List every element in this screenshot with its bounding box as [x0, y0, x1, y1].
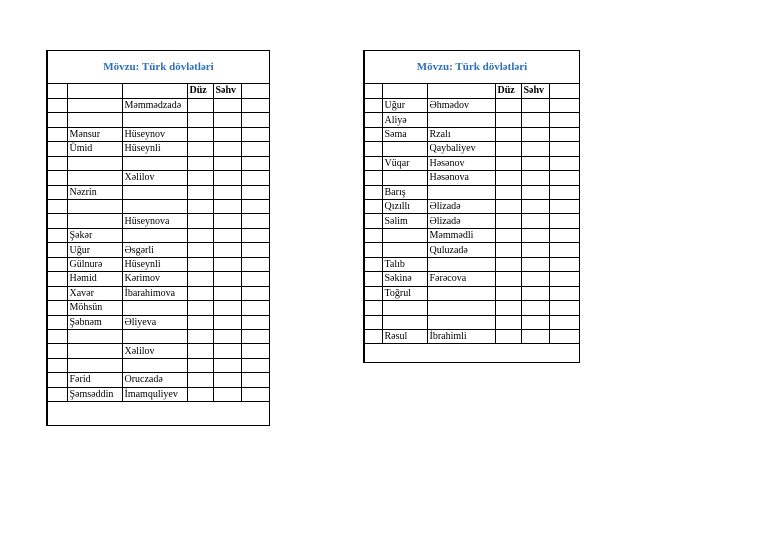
table-row: [48, 127, 269, 141]
last-name-cell: Məmmədzadə: [122, 98, 187, 112]
table-row: [365, 127, 579, 141]
first-name-cell: Toğrul: [382, 286, 427, 300]
last-name-cell: Əlizadə: [427, 200, 495, 214]
wrong-cell: [521, 127, 549, 141]
wrong-cell: [213, 373, 241, 387]
correct-cell: [187, 387, 213, 401]
last-name-cell: Qaybaliyev: [427, 142, 495, 156]
first-name-cell: Səkinə: [382, 272, 427, 286]
table-row: [365, 301, 579, 315]
extra-cell: [549, 228, 579, 242]
row-marker-cell: [48, 329, 67, 343]
last-name-cell: [427, 315, 495, 329]
wrong-cell: [213, 171, 241, 185]
wrong-cell: [521, 142, 549, 156]
first-name-cell: Uğur: [382, 98, 427, 112]
table-row: [48, 156, 269, 170]
first-name-cell: [382, 301, 427, 315]
row-marker-cell: [48, 171, 67, 185]
first-name-cell: [67, 358, 122, 372]
table-row: [365, 272, 579, 286]
row-marker-cell: [365, 272, 382, 286]
correct-cell: [495, 214, 521, 228]
extra-cell: [241, 373, 269, 387]
correct-cell: [187, 344, 213, 358]
last-name-cell: İmamquliyev: [122, 387, 187, 401]
extra-cell: [241, 358, 269, 372]
wrong-cell: [521, 200, 549, 214]
row-marker-cell: [48, 358, 67, 372]
extra-cell: [549, 171, 579, 185]
table-row: [48, 286, 269, 300]
table-row: [48, 243, 269, 257]
correct-cell: [495, 329, 521, 343]
row-marker-cell: [48, 214, 67, 228]
first-name-cell: Vüqar: [382, 156, 427, 170]
extra-cell: [241, 200, 269, 214]
wrong-cell: [521, 185, 549, 199]
last-name-cell: Məmmədli: [427, 228, 495, 242]
extra-cell: [241, 98, 269, 112]
extra-cell: [241, 387, 269, 401]
extra-cell: [241, 272, 269, 286]
table-row: [48, 344, 269, 358]
grade-table: [365, 84, 579, 344]
first-name-cell: Fərid: [67, 373, 122, 387]
correct-cell: [187, 142, 213, 156]
row-marker-cell: [48, 315, 67, 329]
row-marker-cell: [365, 257, 382, 271]
correct-cell: [187, 373, 213, 387]
extra-cell: [241, 142, 269, 156]
header-wrong: Səhv: [213, 84, 241, 98]
table-row: [365, 329, 579, 343]
first-name-cell: Şəkər: [67, 228, 122, 242]
correct-cell: [495, 171, 521, 185]
wrong-cell: [213, 257, 241, 271]
correct-cell: [187, 257, 213, 271]
last-name-cell: [427, 286, 495, 300]
correct-cell: [187, 127, 213, 141]
extra-cell: [241, 243, 269, 257]
correct-cell: [495, 185, 521, 199]
first-name-cell: Aliyə: [382, 113, 427, 127]
table-row: [48, 113, 269, 127]
wrong-cell: [213, 142, 241, 156]
last-name-cell: Hüseynova: [122, 214, 187, 228]
table-row: [48, 272, 269, 286]
wrong-cell: [213, 387, 241, 401]
row-marker-cell: [48, 185, 67, 199]
correct-cell: [187, 286, 213, 300]
wrong-cell: [213, 358, 241, 372]
wrong-cell: [521, 301, 549, 315]
wrong-cell: [213, 185, 241, 199]
row-marker-cell: [365, 98, 382, 112]
extra-cell: [549, 315, 579, 329]
row-marker-cell: [365, 200, 382, 214]
last-name-cell: [122, 156, 187, 170]
row-marker-cell: [48, 257, 67, 271]
extra-cell: [549, 200, 579, 214]
table-row: [365, 98, 579, 112]
last-name-cell: Xəlilov: [122, 344, 187, 358]
extra-cell: [549, 243, 579, 257]
wrong-cell: [213, 98, 241, 112]
wrong-cell: [521, 329, 549, 343]
last-name-cell: Fərəcova: [427, 272, 495, 286]
correct-cell: [495, 257, 521, 271]
table-row: [48, 329, 269, 343]
row-marker-cell: [365, 127, 382, 141]
first-name-cell: Səlim: [382, 214, 427, 228]
first-name-cell: Xavər: [67, 286, 122, 300]
right-attendance-sheet: [363, 50, 580, 363]
last-name-cell: [122, 185, 187, 199]
table-row: [365, 171, 579, 185]
table-row: [48, 200, 269, 214]
wrong-cell: [213, 228, 241, 242]
wrong-cell: [213, 329, 241, 343]
wrong-cell: [213, 286, 241, 300]
correct-cell: [495, 98, 521, 112]
first-name-cell: Şəbnəm: [67, 315, 122, 329]
left-attendance-sheet: [46, 50, 270, 426]
correct-cell: [187, 214, 213, 228]
extra-cell: [241, 171, 269, 185]
wrong-cell: [213, 344, 241, 358]
wrong-cell: [521, 286, 549, 300]
last-name-cell: Hüseynli: [122, 257, 187, 271]
row-marker-cell: [48, 200, 67, 214]
row-marker-cell: [365, 214, 382, 228]
correct-cell: [187, 113, 213, 127]
row-marker-cell: [365, 315, 382, 329]
correct-cell: [187, 156, 213, 170]
wrong-cell: [213, 156, 241, 170]
extra-cell: [549, 301, 579, 315]
wrong-cell: [213, 301, 241, 315]
first-name-cell: [67, 214, 122, 228]
extra-cell: [549, 185, 579, 199]
first-name-cell: Barış: [382, 185, 427, 199]
table-row: [48, 171, 269, 185]
row-marker-cell: [365, 301, 382, 315]
last-name-cell: Xəlilov: [122, 171, 187, 185]
table-row: [48, 301, 269, 315]
sheet-title: Mövzu: Türk dövlətləri: [48, 51, 269, 84]
extra-cell: [241, 156, 269, 170]
table-row: [365, 185, 579, 199]
wrong-cell: [213, 127, 241, 141]
correct-cell: [187, 228, 213, 242]
wrong-cell: [213, 315, 241, 329]
last-name-cell: [122, 113, 187, 127]
wrong-cell: [521, 98, 549, 112]
last-name-cell: [122, 228, 187, 242]
row-marker-cell: [48, 142, 67, 156]
first-name-cell: [382, 228, 427, 242]
wrong-cell: [521, 156, 549, 170]
wrong-cell: [521, 272, 549, 286]
last-name-cell: Hüseynli: [122, 142, 187, 156]
header-blank: [241, 84, 269, 98]
header-wrong: Səhv: [521, 84, 549, 98]
correct-cell: [495, 301, 521, 315]
header-blank: [48, 84, 67, 98]
correct-cell: [495, 142, 521, 156]
row-marker-cell: [48, 228, 67, 242]
last-name-cell: [427, 185, 495, 199]
correct-cell: [495, 156, 521, 170]
table-row: [48, 98, 269, 112]
last-name-cell: Əsgərli: [122, 243, 187, 257]
correct-cell: [187, 301, 213, 315]
extra-cell: [241, 185, 269, 199]
wrong-cell: [521, 113, 549, 127]
first-name-cell: Səma: [382, 127, 427, 141]
table-row: [365, 315, 579, 329]
extra-cell: [241, 113, 269, 127]
header-blank: [427, 84, 495, 98]
wrong-cell: [521, 214, 549, 228]
wrong-cell: [521, 257, 549, 271]
last-name-cell: [122, 358, 187, 372]
first-name-cell: [382, 171, 427, 185]
row-marker-cell: [48, 373, 67, 387]
table-row: [365, 156, 579, 170]
correct-cell: [187, 272, 213, 286]
last-name-cell: Həsənova: [427, 171, 495, 185]
row-marker-cell: [48, 301, 67, 315]
first-name-cell: Möhsün: [67, 301, 122, 315]
row-marker-cell: [365, 142, 382, 156]
correct-cell: [495, 200, 521, 214]
first-name-cell: [67, 200, 122, 214]
extra-cell: [549, 257, 579, 271]
last-name-cell: [427, 301, 495, 315]
correct-cell: [187, 171, 213, 185]
header-correct: Düz: [187, 84, 213, 98]
header-blank: [549, 84, 579, 98]
wrong-cell: [213, 200, 241, 214]
extra-cell: [549, 127, 579, 141]
extra-cell: [241, 301, 269, 315]
last-name-cell: [122, 329, 187, 343]
first-name-cell: Mənsur: [67, 127, 122, 141]
first-name-cell: [67, 156, 122, 170]
first-name-cell: [382, 315, 427, 329]
table-row: [48, 214, 269, 228]
correct-cell: [495, 113, 521, 127]
row-marker-cell: [365, 156, 382, 170]
table-row: [365, 243, 579, 257]
header-blank: [382, 84, 427, 98]
table-row: [48, 315, 269, 329]
table-row: [365, 257, 579, 271]
extra-cell: [549, 286, 579, 300]
extra-cell: [241, 286, 269, 300]
header-blank: [122, 84, 187, 98]
first-name-cell: Həmid: [67, 272, 122, 286]
header-row: [365, 84, 579, 98]
row-marker-cell: [48, 156, 67, 170]
header-correct: Düz: [495, 84, 521, 98]
correct-cell: [187, 243, 213, 257]
table-row: [365, 142, 579, 156]
row-marker-cell: [48, 272, 67, 286]
extra-cell: [241, 127, 269, 141]
last-name-cell: Hüseynov: [122, 127, 187, 141]
last-name-cell: Rzalı: [427, 127, 495, 141]
last-name-cell: Kərimov: [122, 272, 187, 286]
first-name-cell: [382, 142, 427, 156]
last-name-cell: Quluzadə: [427, 243, 495, 257]
extra-cell: [549, 142, 579, 156]
correct-cell: [495, 286, 521, 300]
table-row: [365, 113, 579, 127]
last-name-cell: İbrahimli: [427, 329, 495, 343]
first-name-cell: [67, 98, 122, 112]
last-name-cell: Əlizadə: [427, 214, 495, 228]
header-blank: [67, 84, 122, 98]
extra-cell: [241, 257, 269, 271]
extra-cell: [241, 315, 269, 329]
correct-cell: [187, 358, 213, 372]
header-blank: [365, 84, 382, 98]
extra-cell: [549, 272, 579, 286]
last-name-cell: Əhmədov: [427, 98, 495, 112]
extra-cell: [549, 156, 579, 170]
first-name-cell: Rəsul: [382, 329, 427, 343]
grade-table: [48, 84, 269, 402]
first-name-cell: Qızıllı: [382, 200, 427, 214]
extra-cell: [241, 214, 269, 228]
table-row: [48, 185, 269, 199]
wrong-cell: [213, 272, 241, 286]
correct-cell: [495, 272, 521, 286]
last-name-cell: Oruczadə: [122, 373, 187, 387]
table-row: [48, 228, 269, 242]
table-row: [365, 200, 579, 214]
table-row: [48, 142, 269, 156]
wrong-cell: [521, 243, 549, 257]
first-name-cell: Gülnurə: [67, 257, 122, 271]
extra-cell: [549, 98, 579, 112]
row-marker-cell: [365, 171, 382, 185]
row-marker-cell: [365, 228, 382, 242]
correct-cell: [187, 185, 213, 199]
row-marker-cell: [48, 286, 67, 300]
sheet-title: Mövzu: Türk dövlətləri: [365, 51, 579, 84]
correct-cell: [187, 329, 213, 343]
first-name-cell: Ümid: [67, 142, 122, 156]
row-marker-cell: [48, 113, 67, 127]
last-name-cell: [122, 200, 187, 214]
table-row: [48, 387, 269, 401]
last-name-cell: [427, 257, 495, 271]
wrong-cell: [521, 171, 549, 185]
extra-cell: [549, 113, 579, 127]
row-marker-cell: [365, 243, 382, 257]
table-row: [365, 228, 579, 242]
extra-cell: [241, 228, 269, 242]
wrong-cell: [213, 243, 241, 257]
row-marker-cell: [365, 185, 382, 199]
correct-cell: [495, 228, 521, 242]
wrong-cell: [213, 113, 241, 127]
table-row: [48, 257, 269, 271]
extra-cell: [549, 329, 579, 343]
row-marker-cell: [365, 286, 382, 300]
extra-cell: [241, 329, 269, 343]
row-marker-cell: [48, 344, 67, 358]
first-name-cell: [67, 344, 122, 358]
table-row: [365, 214, 579, 228]
first-name-cell: Talıb: [382, 257, 427, 271]
wrong-cell: [521, 228, 549, 242]
first-name-cell: Şəmsəddin: [67, 387, 122, 401]
row-marker-cell: [365, 113, 382, 127]
extra-cell: [549, 214, 579, 228]
row-marker-cell: [48, 387, 67, 401]
row-marker-cell: [365, 329, 382, 343]
table-row: [48, 358, 269, 372]
first-name-cell: [67, 113, 122, 127]
row-marker-cell: [48, 98, 67, 112]
correct-cell: [187, 315, 213, 329]
last-name-cell: [122, 301, 187, 315]
first-name-cell: [382, 243, 427, 257]
row-marker-cell: [48, 127, 67, 141]
first-name-cell: Nəzrin: [67, 185, 122, 199]
wrong-cell: [521, 315, 549, 329]
last-name-cell: İbarahimova: [122, 286, 187, 300]
last-name-cell: Həsənov: [427, 156, 495, 170]
first-name-cell: [67, 329, 122, 343]
table-row: [365, 286, 579, 300]
table-row: [48, 373, 269, 387]
extra-cell: [241, 344, 269, 358]
correct-cell: [495, 127, 521, 141]
wrong-cell: [213, 214, 241, 228]
correct-cell: [187, 200, 213, 214]
first-name-cell: [67, 171, 122, 185]
first-name-cell: Uğur: [67, 243, 122, 257]
correct-cell: [495, 315, 521, 329]
last-name-cell: [427, 113, 495, 127]
last-name-cell: Əliyeva: [122, 315, 187, 329]
row-marker-cell: [48, 243, 67, 257]
correct-cell: [495, 243, 521, 257]
correct-cell: [187, 98, 213, 112]
header-row: [48, 84, 269, 98]
